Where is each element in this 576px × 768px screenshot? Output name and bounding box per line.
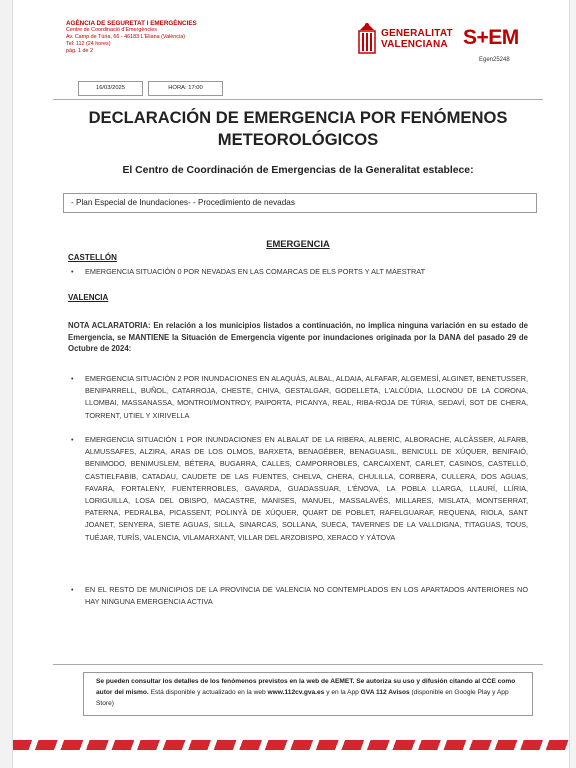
note-text-b: la Situación de Emergencia vigente por inundaciones originada por la DANA del pasado 29 de Octubre de 2024: [68, 332, 528, 354]
agency-line: Centre de Coordinació d'Emergències [66, 27, 157, 33]
footer-web-link[interactable]: www.112cv.gva.es [267, 689, 325, 696]
page-number: pàg. 1 de 2 [66, 48, 93, 54]
date-box: 16/03/2025 [78, 81, 143, 96]
bullet-icon: • [71, 374, 74, 383]
footer-divider [53, 664, 543, 665]
section-heading: EMERGENCIA [266, 238, 330, 249]
list-item-text: EN EL RESTO DE MUNICIPIOS DE LA PROVINCIA DE VALENCIA NO CONTEMPLADOS EN LOS APARTADOS ANTERIORES NO HAY NINGUNA EMERGENCIA ACTIVA [85, 585, 528, 607]
list-item [68, 584, 528, 608]
bullet-icon: • [71, 435, 74, 444]
footer-line2c: (disponible en Google Play y App Store) [96, 689, 509, 707]
document-page [12, 0, 570, 768]
footer-app-name: GVA 112 Avisos [360, 689, 410, 696]
list-item [68, 266, 528, 278]
list-item [68, 373, 528, 422]
footer-line2b: y en la App [324, 689, 361, 696]
list-item-text: EMERGENCIA SITUACIÓN 0 POR NEVADAS EN LAS COMARCAS DE ELS PORTS Y ALT MAESTRAT [85, 267, 426, 276]
note-text-a: En relación a los municipios listados a continuación, no implica ninguna variación en su estado de Emergencia, se [68, 321, 528, 342]
hour-box: HORA: 17:00 [148, 81, 223, 96]
document-code: Egen25248 [479, 57, 510, 63]
agency-line: Av. Camp de Túria, 66 - 46183 L'Eliana (València) [66, 34, 185, 40]
agency-name: AGÈNCIA DE SEGURETAT I EMERGÈNCIES [66, 20, 197, 27]
gva-word-generalitat: GENERALITAT [381, 28, 453, 39]
footer-line2a: Está disponible y actualizado en la web [148, 689, 268, 696]
plans-box: - Plan Especial de Inundaciones- - Procedimiento de nevadas [63, 193, 537, 213]
footer-notice [83, 672, 533, 716]
document-subtitle: El Centro de Coordinación de Emergencias de la Generalitat establece: [122, 165, 474, 176]
clarifying-note [68, 320, 528, 355]
list-item-text: EMERGENCIA SITUACIÓN 1 POR INUNDACIONES EN ALBALAT DE LA RIBERA, ALBERIC, ALBORACHE, ALCÀSSER, ALFARB, ALMUSSAFES, ALZIRA, ARAS DE LOS OLMOS, BARXETA, BENAGÉBER, BENAGUASIL, BENICULL DE XÚQUER, BENIFAIÓ, BENIMODO, BENIMUSLEM, BÉTERA, BUGARRA, CALLES, CAMPORROBLES, CARCAIXENT, CARLET, CASINOS, CASTELLÓ, CASTIELFABIB, CATADAU, CAUDETE DE LAS FUENTES, CHELVA, CHERA, CHULILLA, CORBERA, CULLERA, DOS AGUAS, FAVARA, FORTALENY, FUENTERROBLES, GAVARDA, GUADASSUAR, L'ÈNOVA, LA POBLA LLARGA, LLAURÍ, LLÍRIA, LORIGUILLA, LOSA DEL OBISPO, MACASTRE, MANISES, MANUEL, MASSALAVÉS, MILLARES, MISLATA, MONTSERRAT, PATERNA, PEDRALBA, PICASSENT, POLINYÀ DE XÚQUER, QUART DE POBLET, RAFELGUARAF, REQUENA, RIOLA, SANT JOANET, SENYERA, SIETE AGUAS, SILLA, SINARCAS, SOLLANA, SUECA, TAVERNES DE LA VALLDIGNA, TITAGUAS, TOUS, TUÉJAR, TURÍS, VALENCIA, VILAMARXANT, VILLAR DEL ARZOBISPO, XERACO Y YÁTOVA [85, 435, 528, 542]
coat-of-arms-icon [356, 21, 378, 55]
agency-header [66, 20, 306, 55]
generalitat-logo [356, 21, 456, 55]
region-valencia: VALENCIA [68, 293, 109, 302]
document-title: DECLARACIÓN DE EMERGENCIA POR FENÓMENOS METEOROLÓGICOS [88, 108, 508, 149]
note-label: NOTA ACLARATORIA: [68, 321, 151, 330]
bullet-icon: • [71, 267, 74, 276]
header-divider [53, 99, 543, 100]
footer-line1: Se pueden consultar los detalles de los fenómenos previstos en la web de AEMET. Se autoriza su uso y difusión citando al CCE como autor del mismo. [96, 678, 516, 696]
list-item-text: EMERGENCIA SITUACIÓN 2 POR INUNDACIONES EN ALAQUÀS, ALBAL, ALDAIA, ALFAFAR, ALGEMESÍ, ALGINET, BENETUSSER, BENIPARRELL, BUÑOL, CATARROJA, CHESTE, CHIVA, GESTALGAR, GODELLETA, L'ALCÚDIA, LLOCNOU DE LA CORONA, LLOMBAI, MASSANASSA, MONTROI/MONTROY, PAIPORTA, PICANYA, REAL, RIBA-ROJA DE TÚRIA, SEDAVÍ, SOT DE CHERA, TORRENT, UTIEL Y XIRIVELLA [85, 374, 528, 420]
agency-line: Tel: 112 (24 hores) [66, 41, 111, 47]
bottom-margin [13, 750, 570, 768]
region-castellon: CASTELLÓN [68, 253, 117, 262]
note-emphasis: MANTIENE [128, 332, 170, 342]
sem-logo: S+EM [463, 26, 519, 49]
gva-word-valenciana: VALENCIANA [381, 39, 448, 50]
bullet-icon: • [71, 585, 74, 594]
list-item [68, 434, 528, 544]
decorative-stripe [13, 740, 570, 750]
